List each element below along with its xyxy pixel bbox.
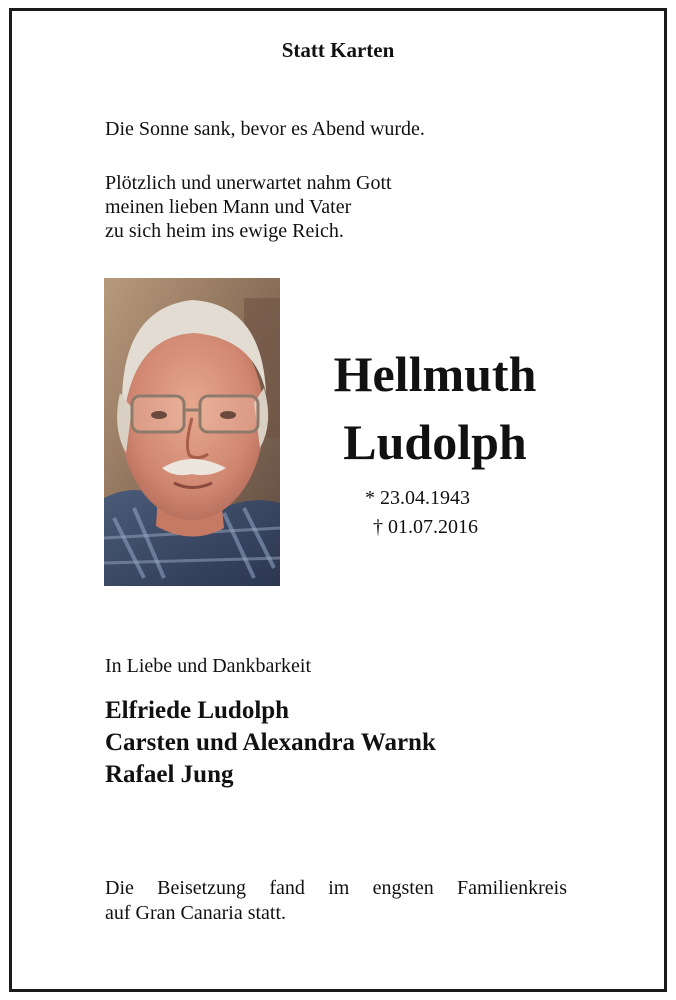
notice-line: auf Gran Canaria statt.	[105, 902, 287, 924]
deceased-first-name: Hellmuth	[333, 346, 537, 402]
verse-paragraph	[105, 171, 392, 243]
verse-line: meinen lieben Mann und Vater	[105, 196, 352, 218]
mourner-name: Carsten und Alexandra Warnk	[105, 729, 436, 756]
birth-date: * 23.04.1943	[365, 487, 470, 509]
notice-line: Die Beisetzung fand im engsten Familienkreis	[105, 877, 567, 899]
burial-notice	[105, 876, 567, 926]
verse-line: Plötzlich und unerwartet nahm Gott	[105, 172, 392, 194]
deceased-last-name: Ludolph	[343, 414, 527, 470]
verse-line: zu sich heim ins ewige Reich.	[105, 220, 344, 242]
header-statt-karten: Statt Karten	[281, 38, 395, 62]
death-date: † 01.07.2016	[373, 516, 478, 538]
thanks-line: In Liebe und Dankbarkeit	[105, 655, 312, 677]
mourner-name: Elfriede Ludolph	[105, 697, 290, 724]
verse-line: Die Sonne sank, bevor es Abend wurde.	[105, 118, 425, 140]
mourner-name: Rafael Jung	[105, 761, 234, 788]
mourners-list	[105, 695, 436, 791]
portrait-photo	[104, 278, 280, 586]
